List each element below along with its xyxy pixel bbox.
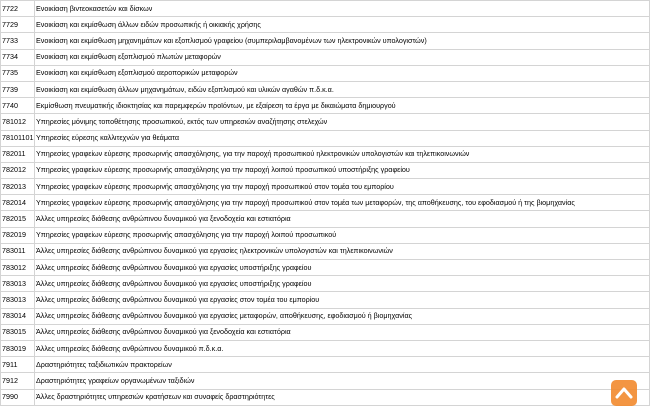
activity-description: Ενοικίαση και εκμίσθωση εξοπλισμού πλωτών μεταφορών <box>35 49 650 65</box>
activity-description: Υπηρεσίες μόνιμης τοποθέτησης προσωπικού, εκτός των υπηρεσιών αναζήτησης στελεχών <box>35 114 650 130</box>
activity-description: Άλλες υπηρεσίες διάθεσης ανθρώπινου δυναμικού για εργασίες μεταφορών, αποθήκευσης, εφοδιασμού ή βιομηχανίας <box>35 308 650 324</box>
table-row <box>1 195 650 211</box>
table-row <box>1 389 650 405</box>
table-row <box>1 162 650 178</box>
activity-description: Άλλες υπηρεσίες διάθεσης ανθρώπινου δυναμικού π.δ.κ.α. <box>35 340 650 356</box>
table-row <box>1 357 650 373</box>
table-row <box>1 17 650 33</box>
table-row <box>1 81 650 97</box>
activity-description: Ενοικίαση και εκμίσθωση άλλων μηχανημάτων, ειδών εξοπλισμού και υλικών αγαθών π.δ.κ.α. <box>35 81 650 97</box>
table-row <box>1 340 650 356</box>
activity-code: 783015 <box>1 324 35 340</box>
activity-description: Δραστηριότητες ταξιδιωτικών πρακτορείων <box>35 357 650 373</box>
table-row <box>1 243 650 259</box>
table-row <box>1 65 650 81</box>
activity-code: 7729 <box>1 17 35 33</box>
scroll-to-top-button[interactable] <box>610 379 638 407</box>
table-row <box>1 308 650 324</box>
activity-code: 7990 <box>1 389 35 405</box>
table-row <box>1 130 650 146</box>
activity-code: 782014 <box>1 195 35 211</box>
activity-code: 783013 <box>1 292 35 308</box>
activity-code: 78101101 <box>1 130 35 146</box>
table-row <box>1 1 650 17</box>
activity-code: 783019 <box>1 340 35 356</box>
table-row <box>1 276 650 292</box>
activity-code: 782012 <box>1 162 35 178</box>
activity-code: 782019 <box>1 227 35 243</box>
table-row <box>1 373 650 389</box>
activity-description: Άλλες υπηρεσίες διάθεσης ανθρώπινου δυναμικού για εργασίες στον τομέα του εμπορίου <box>35 292 650 308</box>
activity-description: Άλλες δραστηριότητες υπηρεσιών κρατήσεων και συναφείς δραστηριότητες <box>35 389 650 405</box>
activity-description: Δραστηριότητες γραφείων οργανωμένων ταξιδιών <box>35 373 650 389</box>
table-row <box>1 211 650 227</box>
activity-code: 7740 <box>1 98 35 114</box>
activity-description: Υπηρεσίες γραφείων εύρεσης προσωρινής απασχόλησης για την παροχή προσωπικού στον τομέα των μεταφορών, της αποθήκευσης, του εφοδιασμού ή της βιομηχανίας <box>35 195 650 211</box>
activity-description: Άλλες υπηρεσίες διάθεσης ανθρώπινου δυναμικού για ξενοδοχεία και εστιατόρια <box>35 324 650 340</box>
activity-description: Άλλες υπηρεσίες διάθεσης ανθρώπινου δυναμικού για εργασίες ηλεκτρονικών υπολογιστών και τηλεπικοινωνιών <box>35 243 650 259</box>
activity-code: 782015 <box>1 211 35 227</box>
table-row <box>1 324 650 340</box>
table-row <box>1 227 650 243</box>
scroll-to-top-background <box>611 380 637 406</box>
activity-code: 782011 <box>1 146 35 162</box>
activity-description: Ενοικίαση και εκμίσθωση άλλων ειδών προσωπικής ή οικιακής χρήσης <box>35 17 650 33</box>
activity-code: 7912 <box>1 373 35 389</box>
table-row <box>1 292 650 308</box>
activity-description: Υπηρεσίες γραφείων εύρεσης προσωρινής απασχόλησης για την παροχή προσωπικού στον τομέα του εμπορίου <box>35 179 650 195</box>
activity-description: Άλλες υπηρεσίες διάθεσης ανθρώπινου δυναμικού για ξενοδοχεία και εστιατόρια <box>35 211 650 227</box>
activity-code: 783014 <box>1 308 35 324</box>
activity-description: Υπηρεσίες γραφείων εύρεσης προσωρινής απασχόλησης για την παροχή λοιπού προσωπικού υποστήριξης γραφείου <box>35 162 650 178</box>
activity-description: Άλλες υπηρεσίες διάθεσης ανθρώπινου δυναμικού για εργασίες υποστήριξης γραφείου <box>35 260 650 276</box>
activity-description: Υπηρεσίες γραφείων εύρεσης προσωρινής απασχόλησης, για την παροχή προσωπικού ηλεκτρονικών υπολογιστών και τηλεπικοινωνιών <box>35 146 650 162</box>
activity-description: Υπηρεσίες γραφείων εύρεσης προσωρινής απασχόλησης για την παροχή λοιπού προσωπικού <box>35 227 650 243</box>
table-row <box>1 33 650 49</box>
activity-code: 7735 <box>1 65 35 81</box>
table-row <box>1 179 650 195</box>
activity-description: Άλλες υπηρεσίες διάθεσης ανθρώπινου δυναμικού για εργασίες υποστήριξης γραφείου <box>35 276 650 292</box>
activity-description: Υπηρεσίες εύρεσης καλλιτεχνών για θεάματα <box>35 130 650 146</box>
activity-code: 7722 <box>1 1 35 17</box>
activity-description: Ενοικίαση και εκμίσθωση εξοπλισμού αεροπορικών μεταφορών <box>35 65 650 81</box>
table-row <box>1 98 650 114</box>
table-row <box>1 114 650 130</box>
activity-code: 7733 <box>1 33 35 49</box>
activity-code: 783013 <box>1 276 35 292</box>
activity-description: Ενοικίαση και εκμίσθωση μηχανημάτων και εξοπλισμού γραφείου (συμπεριλαμβανομένων των ηλεκτρονικών υπολογιστών) <box>35 33 650 49</box>
activity-description: Ενοικίαση βιντεοκασετών και δίσκων <box>35 1 650 17</box>
activity-code: 781012 <box>1 114 35 130</box>
table-row <box>1 260 650 276</box>
activity-code: 783012 <box>1 260 35 276</box>
activity-description: Εκμίσθωση πνευματικής ιδιοκτησίας και παρεμφερών προϊόντων, με εξαίρεση τα έργα με δικαιώματα δημιουργού <box>35 98 650 114</box>
table-row <box>1 146 650 162</box>
activity-code: 7734 <box>1 49 35 65</box>
activity-code: 783011 <box>1 243 35 259</box>
activity-code: 782013 <box>1 179 35 195</box>
activity-code: 7739 <box>1 81 35 97</box>
activity-code: 7911 <box>1 357 35 373</box>
table-row <box>1 49 650 65</box>
